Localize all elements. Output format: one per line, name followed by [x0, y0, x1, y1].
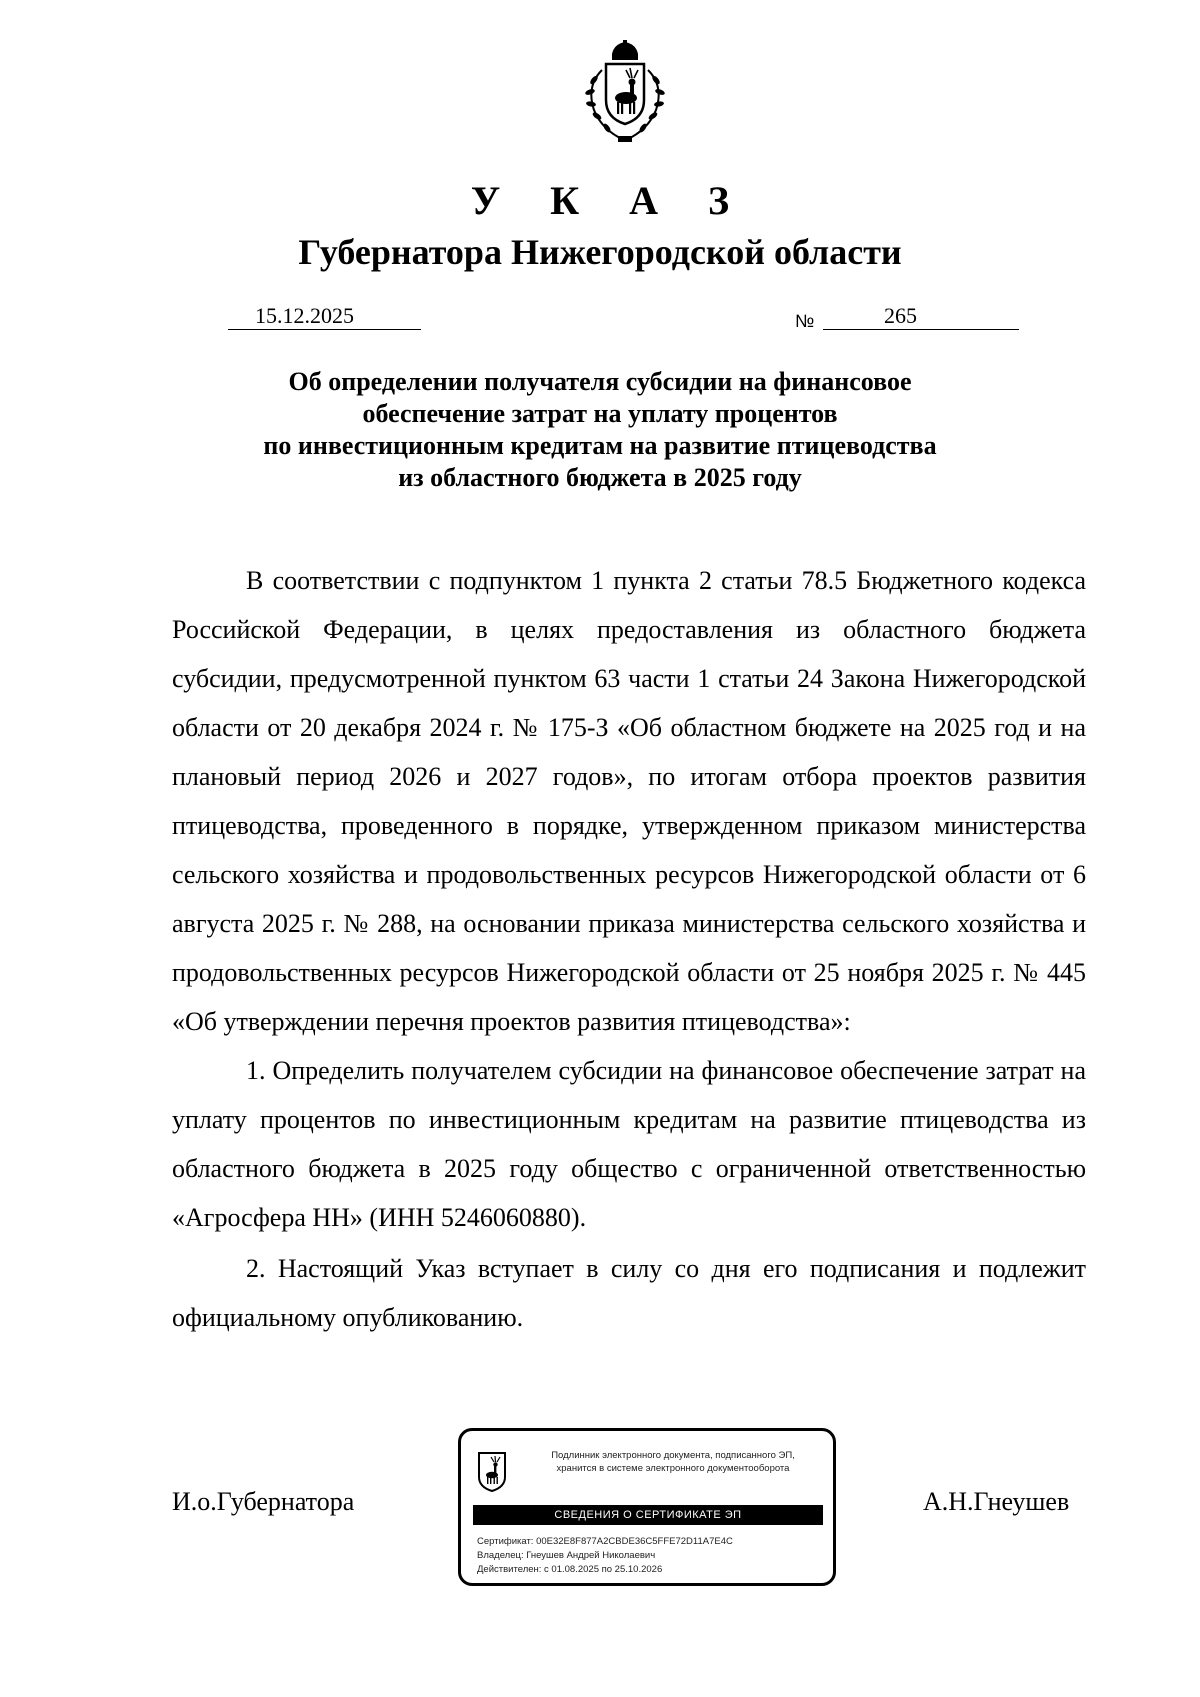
heading-line: по инвестиционным кредитам на развитие птицеводства [263, 431, 937, 460]
clause-2-paragraph: 2. Настоящий Указ вступает в силу со дня его подписания и подлежит официальному опубликованию. [172, 1254, 1086, 1332]
document-body [172, 556, 1086, 1342]
heading-line: Об определении получателя субсидии на финансовое [288, 367, 912, 396]
certificate-info-bar: СВЕДЕНИЯ О СЕРТИФИКАТЕ ЭП [473, 1505, 823, 1525]
clause-1-paragraph: 1. Определить получателем субсидии на финансовое обеспечение затрат на уплату процентов по инвестиционным кредитам на развитие птицеводства из областного бюджета в 2025 году общество с ограниченной ответственностью «Агросфера НН» (ИНН 5246060880). [172, 1056, 1086, 1232]
signatory-name: А.Н.Гнеушев [923, 1487, 1070, 1516]
coat-of-arms-icon [566, 40, 684, 146]
preamble-paragraph: В соответствии с подпунктом 1 пункта 2 статьи 78.5 Бюджетного кодекса Российской Федерации, в целях предоставления из областного бюджета субсидии, предусмотренной пунктом 63 части 1 статьи 24 Закона Нижегородской области от 20 декабря 2024 г. № 175-З «Об областном бюджете на 2025 год и на плановый период 2026 и 2027 годов», по итогам отбора проектов развития птицеводства, проведенного в порядке, утвержденном приказом министерства сельского хозяйства и продовольственных ресурсов Нижегородской области от 6 августа 2025 г. № 288, на основании приказа министерства сельского хозяйства и продовольственных ресурсов Нижегородской области от 25 ноября 2025 г. № 445 «Об утверждении перечня проектов развития птицеводства»: [172, 566, 1086, 1036]
number-field [823, 303, 1019, 330]
document-heading [0, 366, 1200, 494]
stamp-note-line: Подлинник электронного документа, подписанного ЭП, [551, 1450, 795, 1461]
deer-shield-icon [477, 1451, 507, 1493]
date-field [228, 303, 421, 330]
electronic-signature-stamp [458, 1428, 836, 1586]
certificate-owner: Владелец: Гнеушев Андрей Николаевич [477, 1550, 656, 1561]
certificate-validity: Действителен: с 01.08.2025 по 25.10.2026 [477, 1564, 663, 1575]
certificate-details [477, 1535, 733, 1577]
stamp-note [523, 1449, 823, 1475]
document-type-title: У К А З [470, 178, 750, 223]
issuer-title: Губернатора Нижегородской области [298, 232, 902, 272]
heading-line: из областного бюджета в 2025 году [398, 463, 802, 492]
number-label: № [795, 311, 815, 331]
document-number: 265 [884, 303, 917, 328]
document-date: 15.12.2025 [255, 303, 354, 328]
stamp-note-line: хранится в системе электронного документооборота [556, 1463, 790, 1474]
certificate-serial: Сертификат: 00E32E8F877A2CBDE36C5FFE72D11A7E4C [477, 1536, 733, 1547]
heading-line: обеспечение затрат на уплату процентов [362, 399, 838, 428]
signatory-role: И.о.Губернатора [172, 1487, 355, 1516]
